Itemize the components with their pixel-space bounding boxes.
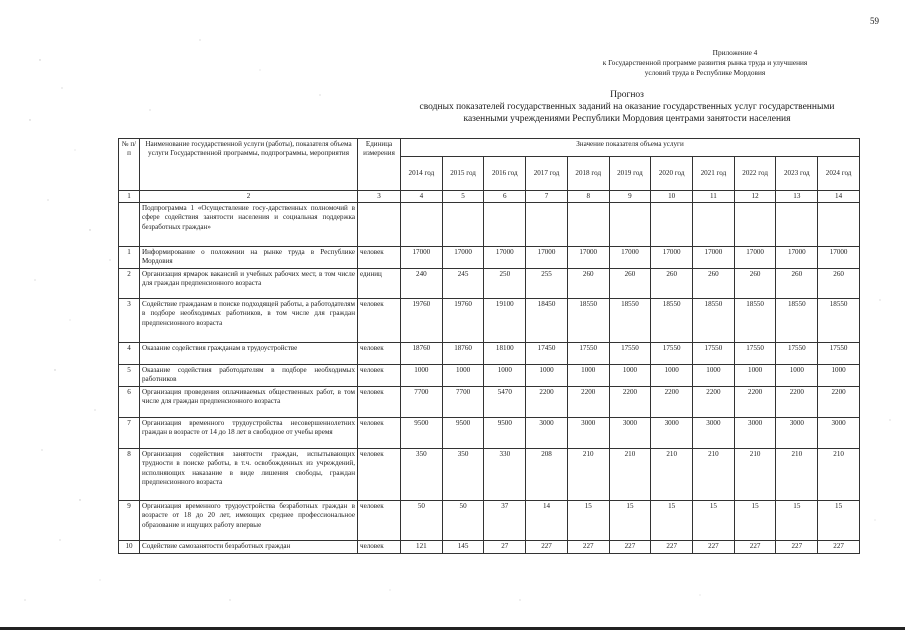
row-unit: человек	[358, 501, 401, 541]
empty-cell	[358, 203, 401, 247]
header-year: 2023 год	[776, 157, 818, 191]
row-value: 1000	[609, 365, 651, 387]
column-number: 3	[358, 191, 401, 203]
row-value: 260	[609, 269, 651, 299]
row-value: 2200	[651, 387, 693, 418]
row-num: 10	[119, 541, 140, 554]
row-value: 210	[609, 449, 651, 501]
row-value: 18550	[651, 299, 693, 343]
row-value: 15	[693, 501, 735, 541]
row-value: 17000	[651, 247, 693, 269]
row-value: 208	[526, 449, 568, 501]
row-value: 145	[442, 541, 484, 554]
row-value: 15	[651, 501, 693, 541]
header-unit: Единица измерения	[358, 139, 401, 191]
row-value: 260	[651, 269, 693, 299]
appendix-heading: Приложение 4	[712, 48, 758, 57]
row-value: 2200	[526, 387, 568, 418]
column-number: 1	[119, 191, 140, 203]
column-number: 13	[776, 191, 818, 203]
row-value: 50	[401, 501, 443, 541]
row-unit: человек	[358, 365, 401, 387]
row-value: 9500	[484, 418, 526, 449]
row-name: Оказание содействия работодателям в подборе необходимых работников	[140, 365, 358, 387]
column-number: 4	[401, 191, 443, 203]
row-value: 17550	[567, 343, 609, 365]
header-year: 2017 год	[526, 157, 568, 191]
row-value: 350	[401, 449, 443, 501]
row-name: Организация содействия занятости граждан, испытывающих трудности в поиске работы, в т.ч. освобожденных из учреждений, исполняющих наказание в виде лишения свободы, граждан предпенсионного возраста	[140, 449, 358, 501]
row-value: 1000	[776, 365, 818, 387]
empty-cell	[119, 203, 140, 247]
row-value: 18760	[401, 343, 443, 365]
row-value: 260	[818, 269, 860, 299]
title-main: Прогноз	[610, 90, 644, 100]
row-value: 3000	[734, 418, 776, 449]
row-value: 1000	[484, 365, 526, 387]
row-value: 2200	[818, 387, 860, 418]
row-name: Организация проведения оплачиваемых общественных работ, в том числе для граждан предпенсионного возраста	[140, 387, 358, 418]
row-value: 3000	[609, 418, 651, 449]
row-value: 227	[818, 541, 860, 554]
row-value: 18550	[776, 299, 818, 343]
header-year: 2016 год	[484, 157, 526, 191]
column-number: 8	[567, 191, 609, 203]
row-value: 17000	[484, 247, 526, 269]
row-name: Оказание содействия гражданам в трудоустройстве	[140, 343, 358, 365]
row-value: 1000	[526, 365, 568, 387]
row-value: 1000	[442, 365, 484, 387]
row-value: 15	[567, 501, 609, 541]
row-value: 245	[442, 269, 484, 299]
row-unit: человек	[358, 541, 401, 554]
table-row	[119, 449, 860, 501]
header-year: 2021 год	[693, 157, 735, 191]
row-value: 210	[734, 449, 776, 501]
row-num: 7	[119, 418, 140, 449]
row-unit: человек	[358, 247, 401, 269]
row-unit: человек	[358, 418, 401, 449]
forecast-table	[118, 138, 860, 554]
row-unit: человек	[358, 343, 401, 365]
row-value: 18550	[609, 299, 651, 343]
row-value: 3000	[776, 418, 818, 449]
row-value: 227	[567, 541, 609, 554]
column-number: 11	[693, 191, 735, 203]
row-value: 18550	[818, 299, 860, 343]
row-value: 9500	[442, 418, 484, 449]
row-value: 50	[442, 501, 484, 541]
table-row	[119, 387, 860, 418]
table-row	[119, 541, 860, 554]
row-value: 2200	[776, 387, 818, 418]
row-unit: человек	[358, 449, 401, 501]
row-name: Организация временного трудоустройства безработных граждан в возрасте от 18 до 20 лет, имеющих среднее профессиональное образование и ищущих работу впервые	[140, 501, 358, 541]
table-row	[119, 299, 860, 343]
row-value: 17000	[442, 247, 484, 269]
document-title	[380, 89, 874, 125]
row-value: 19100	[484, 299, 526, 343]
row-value: 17550	[818, 343, 860, 365]
row-value: 17000	[609, 247, 651, 269]
row-value: 210	[818, 449, 860, 501]
column-number: 5	[442, 191, 484, 203]
row-value: 3000	[693, 418, 735, 449]
appendix-line: к Государственной программе развития рынка труда и улучшения	[602, 58, 808, 67]
column-number: 12	[734, 191, 776, 203]
row-value: 18760	[442, 343, 484, 365]
row-value: 17000	[776, 247, 818, 269]
row-value: 260	[776, 269, 818, 299]
row-value: 210	[693, 449, 735, 501]
row-num: 3	[119, 299, 140, 343]
row-value: 18550	[734, 299, 776, 343]
row-value: 5470	[484, 387, 526, 418]
row-value: 18100	[484, 343, 526, 365]
row-value: 1000	[734, 365, 776, 387]
row-unit: единиц	[358, 269, 401, 299]
appendix-line: условий труда в Республике Мордовия	[644, 68, 766, 77]
row-value: 227	[693, 541, 735, 554]
row-value: 17000	[567, 247, 609, 269]
header-year: 2020 год	[651, 157, 693, 191]
row-value: 260	[693, 269, 735, 299]
row-value: 17000	[526, 247, 568, 269]
row-value: 3000	[526, 418, 568, 449]
table-row	[119, 501, 860, 541]
row-value: 15	[818, 501, 860, 541]
row-value: 19760	[442, 299, 484, 343]
header-year: 2018 год	[567, 157, 609, 191]
title-line: казенными учреждениями Республики Мордовия центрами занятости населения	[463, 114, 791, 124]
row-value: 7700	[442, 387, 484, 418]
row-value: 3000	[567, 418, 609, 449]
header-year: 2015 год	[442, 157, 484, 191]
row-value: 330	[484, 449, 526, 501]
column-number: 14	[818, 191, 860, 203]
row-value: 7700	[401, 387, 443, 418]
row-value: 37	[484, 501, 526, 541]
page-number: 59	[870, 16, 879, 26]
row-value: 210	[776, 449, 818, 501]
row-value: 1000	[693, 365, 735, 387]
row-value: 18550	[693, 299, 735, 343]
row-value: 17550	[776, 343, 818, 365]
row-value: 17000	[693, 247, 735, 269]
row-value: 2200	[734, 387, 776, 418]
row-value: 260	[567, 269, 609, 299]
row-value: 350	[442, 449, 484, 501]
table-row	[119, 269, 860, 299]
row-num: 2	[119, 269, 140, 299]
header-year: 2024 год	[818, 157, 860, 191]
title-line: сводных показателей государственных заданий на оказание государственных услуг государственными	[419, 102, 835, 112]
row-value: 17000	[818, 247, 860, 269]
row-value: 240	[401, 269, 443, 299]
row-value: 15	[776, 501, 818, 541]
row-value: 17000	[401, 247, 443, 269]
header-year: 2019 год	[609, 157, 651, 191]
row-value: 227	[734, 541, 776, 554]
row-value: 1000	[401, 365, 443, 387]
header-year: 2022 год	[734, 157, 776, 191]
row-value: 121	[401, 541, 443, 554]
row-value: 1000	[818, 365, 860, 387]
row-value: 17550	[693, 343, 735, 365]
row-value: 210	[651, 449, 693, 501]
row-value: 2200	[609, 387, 651, 418]
row-value: 3000	[651, 418, 693, 449]
header-year: 2014 год	[401, 157, 443, 191]
row-value: 210	[567, 449, 609, 501]
column-number: 9	[609, 191, 651, 203]
row-value: 17550	[609, 343, 651, 365]
row-value: 227	[609, 541, 651, 554]
row-value: 17550	[651, 343, 693, 365]
row-num: 6	[119, 387, 140, 418]
row-value: 18450	[526, 299, 568, 343]
row-name: Содействие самозанятости безработных граждан	[140, 541, 358, 554]
row-value: 17000	[734, 247, 776, 269]
row-value: 15	[734, 501, 776, 541]
row-value: 18550	[567, 299, 609, 343]
table-row	[119, 343, 860, 365]
table-row	[119, 418, 860, 449]
row-name: Информирование о положении на рынке труда в Республике Мордовия	[140, 247, 358, 269]
row-value: 260	[734, 269, 776, 299]
row-num: 8	[119, 449, 140, 501]
row-num: 4	[119, 343, 140, 365]
subprogram-row	[119, 203, 860, 247]
row-value: 250	[484, 269, 526, 299]
column-number-row	[119, 191, 860, 203]
row-value: 1000	[651, 365, 693, 387]
row-name: Содействие гражданам в поиске подходящей работы, а работодателям в подборе необходимых работников, в том числе для граждан предпенсионного возраста	[140, 299, 358, 343]
row-unit: человек	[358, 387, 401, 418]
header-name: Наименование государственной услуги (работы), показателя объема услуги Государственной программы, подпрограммы, мероприятия	[140, 139, 358, 191]
row-num: 1	[119, 247, 140, 269]
header-num: № п/п	[119, 139, 140, 191]
header-values: Значение показателя объема услуги	[401, 139, 860, 157]
column-number: 7	[526, 191, 568, 203]
row-unit: человек	[358, 299, 401, 343]
scan-edge-line	[0, 627, 905, 630]
row-name: Организация ярмарок вакансий и учебных рабочих мест, в том числе для граждан предпенсионного возраста	[140, 269, 358, 299]
row-value: 14	[526, 501, 568, 541]
row-value: 227	[526, 541, 568, 554]
row-value: 2200	[567, 387, 609, 418]
row-value: 9500	[401, 418, 443, 449]
column-number: 10	[651, 191, 693, 203]
row-value: 27	[484, 541, 526, 554]
column-number: 6	[484, 191, 526, 203]
row-value: 17550	[734, 343, 776, 365]
row-value: 1000	[567, 365, 609, 387]
appendix-note	[555, 48, 855, 78]
row-value: 2200	[693, 387, 735, 418]
column-number: 2	[140, 191, 358, 203]
row-value: 3000	[818, 418, 860, 449]
table-row	[119, 247, 860, 269]
subprogram-title: Подпрограмма 1 «Осуществление госу-дарственных полномочий в сфере содействия занятости населения и социальная поддержка безработных граждан»	[140, 203, 358, 247]
row-value: 255	[526, 269, 568, 299]
row-value: 227	[776, 541, 818, 554]
row-value: 17450	[526, 343, 568, 365]
table-row	[119, 365, 860, 387]
row-value: 227	[651, 541, 693, 554]
row-value: 19760	[401, 299, 443, 343]
row-name: Организация временного трудоустройства несовершеннолетних граждан в возрасте от 14 до 18 лет в свободное от учебы время	[140, 418, 358, 449]
row-num: 9	[119, 501, 140, 541]
row-value: 15	[609, 501, 651, 541]
row-num: 5	[119, 365, 140, 387]
